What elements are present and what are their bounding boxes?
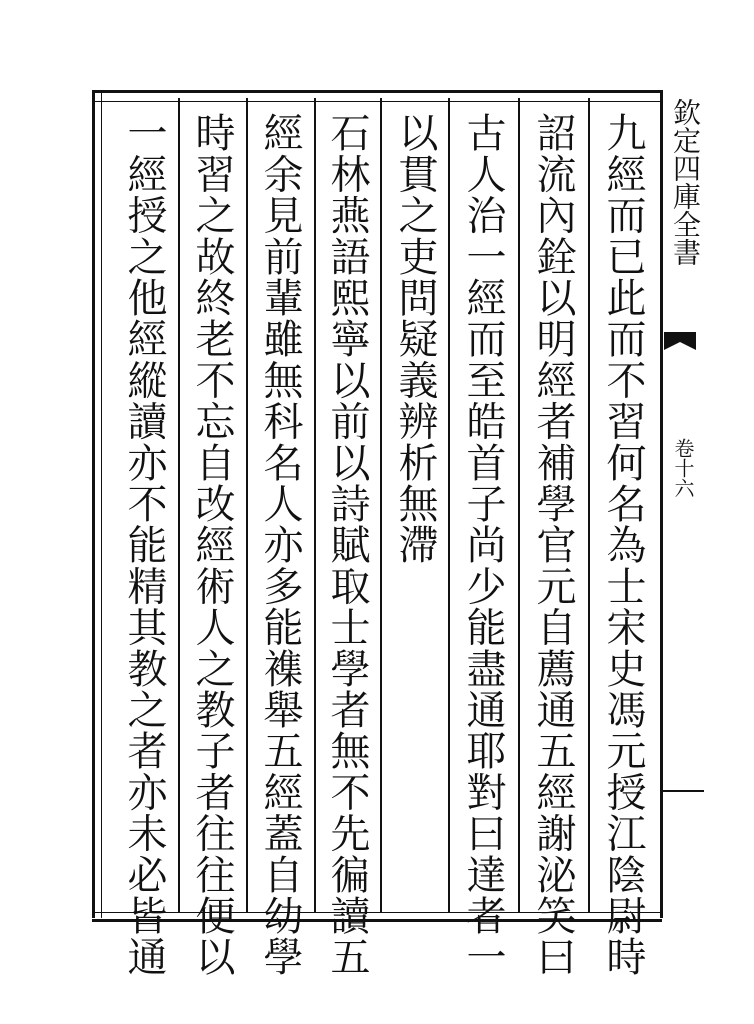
book-title-banner: 欽定四庫全書 [669, 98, 702, 266]
fishtail-mark-icon [662, 330, 698, 352]
column-divider [314, 98, 316, 912]
text-column-8: 一經授之他經縱讀亦不能精其教之者亦未必皆通 [121, 112, 167, 978]
column-divider [178, 98, 180, 912]
column-divider [588, 98, 590, 912]
page-frame-right [660, 90, 663, 918]
text-column-4: 以貫之吏問疑義辨析無滯 [392, 112, 438, 566]
volume-label: 卷十六 [671, 438, 695, 498]
column-divider [246, 98, 248, 912]
page-frame-bottom [92, 912, 662, 922]
text-column-5: 石林燕語熙寧以前以詩賦取士學者無不先徧讀五 [324, 112, 370, 978]
text-column-7: 時習之故終老不忘自改經術人之教子者往往便以 [189, 112, 235, 978]
page-edge-mark [662, 790, 704, 792]
column-divider [518, 98, 520, 912]
column-divider [448, 98, 450, 912]
text-column-1: 九經而已此而不習何名為士宋史馮元授江陰尉時 [600, 112, 646, 978]
text-column-3: 古人治一經而至皓首子尚少能盡通耶對曰達者一 [460, 112, 506, 978]
text-column-2: 詔流內銓以明經者補學官元自薦通五經謝泌笑曰 [530, 112, 576, 978]
text-column-6: 經余見前輩雖無科名人亦多能襍舉五經蓋自幼學 [257, 112, 303, 978]
column-divider [380, 98, 382, 912]
page-frame-left [92, 90, 102, 918]
